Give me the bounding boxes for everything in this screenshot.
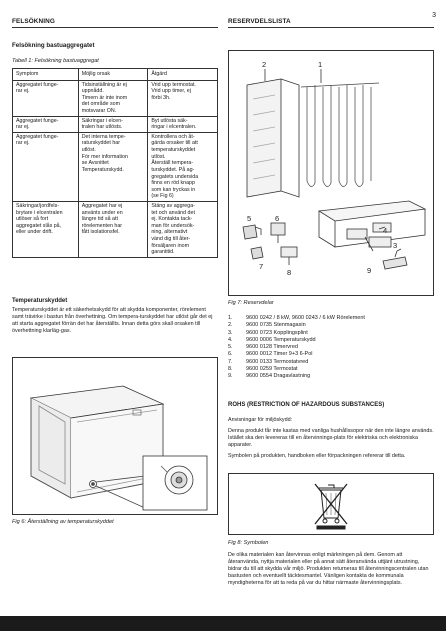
item-number: 8. — [228, 365, 233, 372]
crossed-bin-icon — [229, 474, 433, 534]
item-number: 6. — [228, 351, 233, 358]
figure-7-caption: Fig 7: Reservdelar — [228, 300, 274, 306]
rohs-paragraph: Symbolen på produkten, handboken eller förpackningen refererar till detta. — [228, 453, 406, 460]
table-cell: Stäng av aggrega- tet och använd det ej. Kontakta tack- man för undersök- ning, alternativt vänd dig till åter- försäljaren inom garantitid. — [148, 201, 218, 257]
page-number: 3 — [432, 12, 436, 19]
item-text: 9600 0735 Stenmagasin — [246, 322, 306, 329]
table-cell: Kontrollera och åt- gärda orsaker till att temperaturskyddet utlöst. Återställ tempera- turskyddet. På ag- gregatets undersida finns en röd knapp som kan tryckas in (se Fig 6) — [148, 132, 218, 201]
table-cell: Aggregatet funge- rar ej. — [13, 132, 79, 201]
fig7-label: 8 — [287, 268, 292, 277]
table-header-row — [13, 69, 218, 81]
figure-6-caption: Fig 6: Återställning av temperaturskyddet — [12, 519, 114, 525]
temperature-protection-title: Temperaturskyddet — [12, 298, 68, 304]
table-cell: Säkringar/jordfels- brytare i elcentralen utlöser så fort aggregatet slås på, eller under drift. — [13, 201, 79, 257]
section-title: Felsökning bastuaggregatet — [12, 42, 95, 49]
table-cell: Byt utlösta säk- ringar i elcentralen. — [148, 116, 218, 132]
rohs-paragraph: Denna produkt får inte kastas med vanliga hushållssopor när den inte längre används. Istället ska den levereras till en återvinnings-plats för elektriska och elektroniska apparater. — [228, 428, 434, 449]
figure-8-weee-symbol — [228, 473, 434, 535]
heater-reset-drawing — [13, 358, 217, 514]
list-item — [228, 366, 434, 373]
header-felsokning: FELSÖKNING — [12, 18, 218, 28]
fig7-label: 7 — [259, 262, 264, 271]
column-header: Möjlig orsak — [78, 69, 148, 81]
item-text: 9600 0133 Termostatvred — [246, 358, 309, 365]
item-number: 1. — [228, 315, 233, 321]
fig7-label: 3 — [393, 241, 398, 250]
list-item — [228, 337, 434, 344]
figure-7-spare-parts-illustration — [228, 50, 434, 296]
rohs-paragraph: Anvisningar för miljöskydd: — [228, 417, 293, 423]
item-number: 3. — [228, 329, 233, 336]
item-number: 5. — [228, 344, 233, 350]
fig7-label: 6 — [275, 214, 280, 223]
item-number: 9. — [228, 373, 233, 379]
temperature-protection-text: Temperaturskyddet är ett säkerhetsskydd för att skydda komponenter, rörelement samt trävirke i bastun från överhettning. Om tempera-turskyddet har utlöst går det ej att starta aggregatet förrän det har återställts. Innan detta görs skall orsaken till överhettning klarläg-gas. — [12, 307, 213, 335]
troubleshooting-table — [12, 68, 218, 258]
header-reservdelslista: RESERVDELSLISTA — [228, 18, 434, 28]
column-header: Symptom — [13, 69, 79, 81]
parts-list — [228, 315, 434, 380]
figure-6-reset-illustration — [12, 357, 218, 515]
fig7-label: 2 — [262, 60, 267, 69]
figure-8-caption: Fig 8: Symbolen — [228, 540, 269, 546]
list-item — [228, 351, 434, 358]
list-item — [228, 315, 434, 322]
item-text: 9600 0242 / 8 kW, 9600 0243 / 6 kW Rörelement — [246, 315, 365, 321]
item-text: 9600 0554 Dragavlastning — [246, 373, 311, 379]
item-text: 9600 0006 Temperaturskydd — [246, 336, 316, 343]
table-cell: Aggregatet funge- rar ej. — [13, 116, 79, 132]
list-item — [228, 359, 434, 366]
table-row — [13, 132, 218, 201]
item-text: 9600 0723 Kopplingsplint — [246, 329, 308, 336]
fig7-label: 9 — [367, 266, 372, 275]
table-cell: Tidsinställning är ej uppnådd. Timern är inte inom det område som motsvarar ON. — [78, 80, 148, 116]
table-cell: Säkringar i elcen- tralen har utlösts. — [78, 116, 148, 132]
item-text: 9600 0259 Termostat — [246, 365, 298, 372]
item-number: 7. — [228, 358, 233, 365]
recycling-text: De olika materialen kan återvinnas enligt märkningen på dem. Genom att återanvända, nyttja materialen eller på annat sätt återanvända uttjänt utrustning, bidrar du till att skydda vår miljö. Produkten returneras till återvinningscentralen utan bastusten och eventuellt täcktesmantel. Vänligen kontakta de kommunala myndigheterna för att ta reda på var du hittar närmaste återvinningsplats. — [228, 552, 429, 587]
list-item — [228, 344, 434, 351]
item-text: 9600 0012 Timer 9+3 6-Pol — [246, 351, 313, 358]
table-cell: Det interna tempe- raturskyddet har utlöst. För mer information se Avsnittet Temperaturskydd. — [78, 132, 148, 201]
column-header: Åtgärd — [148, 69, 218, 81]
table-cell: Vrid upp termostat. Vrid upp timer, ej förbi 3h. — [148, 80, 218, 116]
item-number: 4. — [228, 336, 233, 343]
list-item — [228, 373, 434, 380]
list-item — [228, 330, 434, 337]
list-item — [228, 322, 434, 329]
footer-bar — [0, 616, 446, 631]
table-cell: Aggregatet har ej använts under en längre tid så att rörelementen har fått isolationsfel. — [78, 201, 148, 257]
item-text: 9600 0128 Timervred — [246, 344, 298, 350]
fig7-label: 1 — [318, 60, 323, 69]
table-row — [13, 80, 218, 116]
table-row — [13, 116, 218, 132]
table-row — [13, 201, 218, 257]
rohs-text — [228, 417, 434, 464]
item-number: 2. — [228, 322, 233, 329]
fig7-label: 5 — [247, 214, 252, 223]
spare-parts-drawing — [229, 51, 433, 295]
fig7-label: 4 — [383, 226, 388, 235]
table-cell: Aggregatet funge- rar ej. — [13, 80, 79, 116]
table-caption: Tabell 1: Felsökning bastuaggregat — [12, 58, 99, 64]
rohs-title: ROHS (RESTRICTION OF HAZARDOUS SUBSTANCES) — [228, 402, 385, 408]
